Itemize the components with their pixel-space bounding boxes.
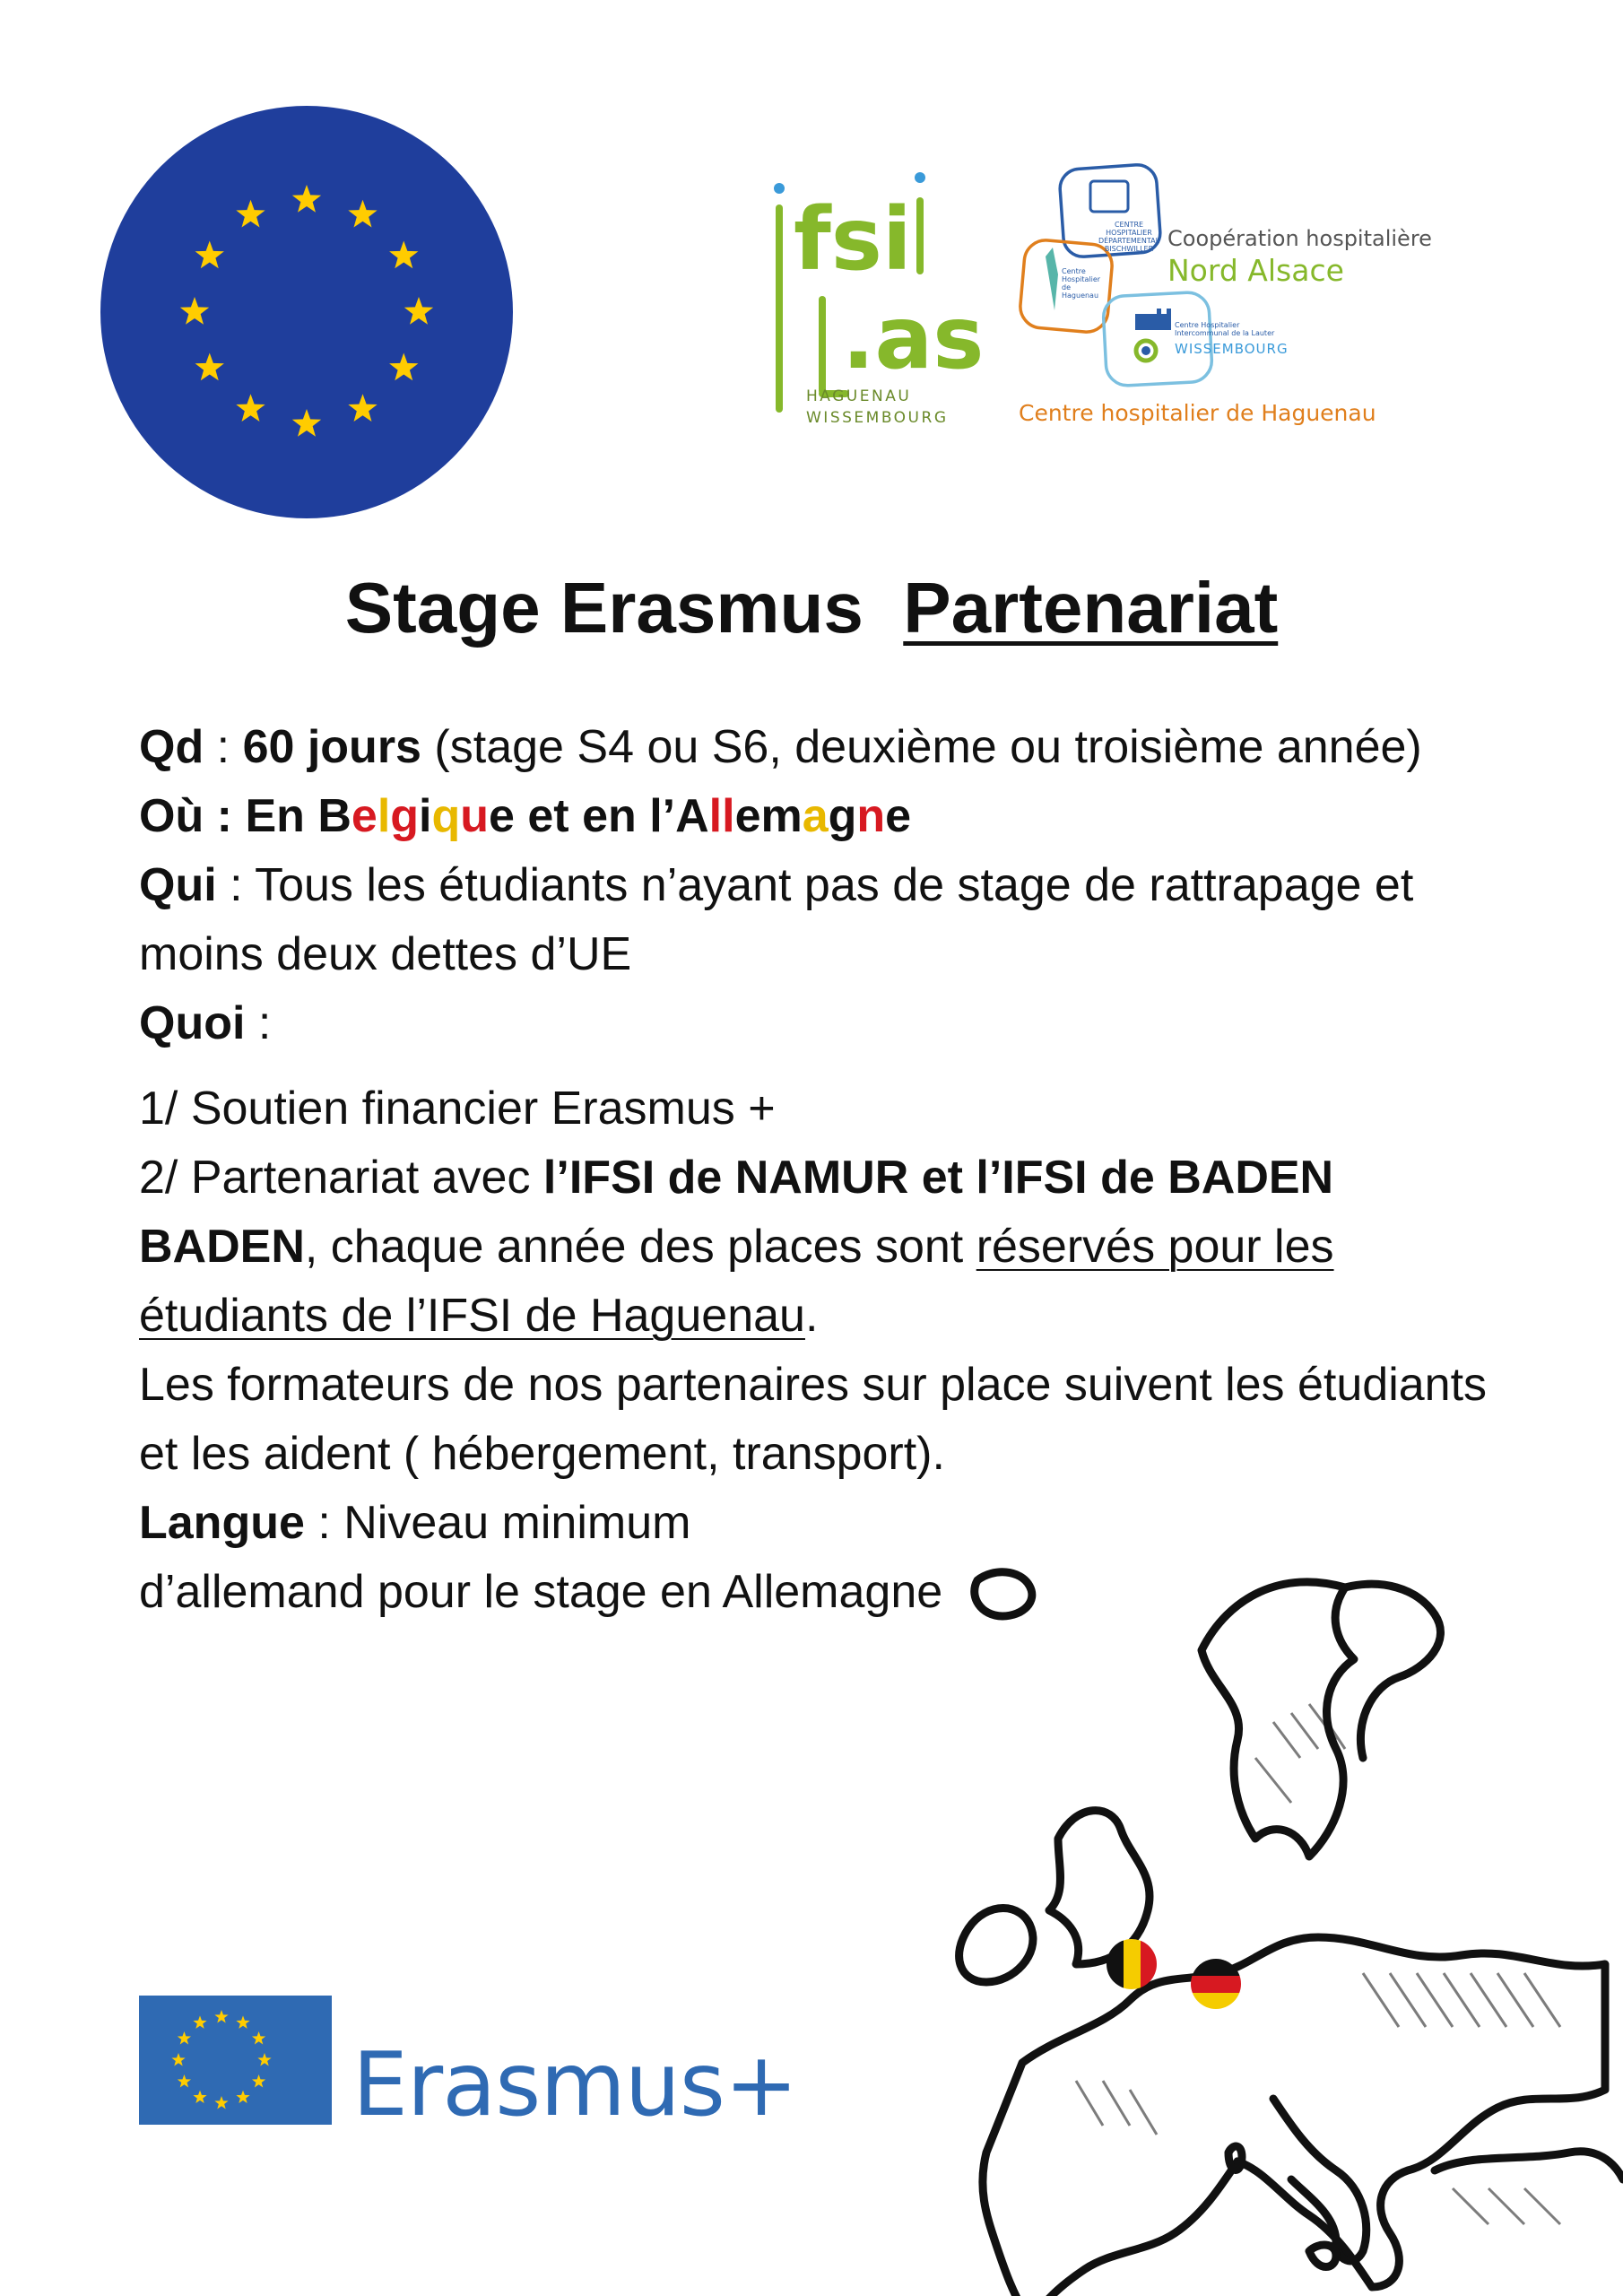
- quoi-label: Quoi: [139, 997, 246, 1049]
- ou-segment: a: [802, 790, 829, 842]
- ou-label: Où: [139, 790, 204, 842]
- ou-segment: ll: [708, 790, 735, 842]
- ou-line: [139, 782, 1502, 851]
- title-part1: Stage Erasmus: [344, 568, 864, 648]
- svg-text:fsi: fsi: [794, 189, 912, 290]
- ou-segment: e et en l’A: [489, 790, 709, 842]
- chdb-caption: CENTRE HOSPITALIER DÉPARTEMENTAL BISCHWILLER: [1098, 221, 1160, 253]
- ou-countries: [245, 790, 911, 842]
- qui-text: : Tous les étudiants n’ayant pas de stage de rattrapage et moins deux dettes d’UE: [139, 859, 1414, 980]
- qd-duration: 60 jours: [242, 721, 421, 773]
- europe-map-sketch-icon: [807, 1543, 1623, 2296]
- ifsi-caption-line2: WISSEMBOURG: [806, 409, 949, 427]
- quoi-line: [139, 989, 1502, 1058]
- item2-prefix: 2/ Partenariat avec: [139, 1152, 543, 1204]
- langue-line2: d’allemand pour le stage en Allemagne: [139, 1566, 943, 1618]
- ou-segment: l: [377, 790, 391, 842]
- erasmus-flag-icon: [139, 1996, 332, 2125]
- item2-end: .: [804, 1290, 819, 1342]
- quoi-sep: :: [245, 997, 272, 1049]
- ou-segment: g: [828, 790, 857, 842]
- coop-line3: Centre hospitalier de Haguenau: [1019, 400, 1376, 426]
- item2-reserved: réservés pour les étudiants de l’IFSI de Haguenau: [139, 1221, 1334, 1342]
- qd-line: [139, 713, 1502, 782]
- item-1: 1/ Soutien financier Erasmus +: [139, 1083, 776, 1135]
- germany-flag-icon: [1191, 1959, 1241, 2010]
- ou-segment: g: [390, 790, 420, 842]
- coop-line1: Coopération hospitalière: [1167, 226, 1432, 251]
- ou-segment: i: [419, 790, 432, 842]
- ou-segment: q: [431, 790, 461, 842]
- ifsi-caption-line1: HAGUENAU: [806, 387, 912, 405]
- body-text: [139, 713, 1502, 1627]
- langue-line1: : Niveau minimum: [304, 1497, 691, 1549]
- ou-segment: En B: [245, 790, 352, 842]
- page-title: [0, 567, 1623, 649]
- ou-segment: n: [856, 790, 886, 842]
- item-2: [139, 1144, 1502, 1351]
- ou-segment: em: [734, 790, 803, 842]
- ou-segment: u: [460, 790, 490, 842]
- item2-middle: , chaque année des places sont: [304, 1221, 976, 1273]
- ou-sep: :: [204, 790, 246, 842]
- eu-flag-circle-icon: [100, 106, 513, 518]
- chil-town: WISSEMBOURG: [1175, 341, 1289, 357]
- chh-caption: Centre Hospitalier de Haguenau: [1062, 267, 1101, 300]
- qd-text: (stage S4 ou S6, deuxième ou troisième année): [421, 721, 1422, 773]
- qd-label: Qd: [139, 721, 204, 773]
- formateurs-line: Les formateurs de nos partenaires sur place suivent les étudiants et les aident ( hébergement, transport).: [139, 1359, 1488, 1480]
- svg-text:.as: .as: [842, 288, 982, 388]
- qui-label: Qui: [139, 859, 217, 911]
- qd-sep: :: [204, 721, 243, 773]
- qui-line: [139, 851, 1502, 989]
- chil-caption: Centre Hospitalier Intercommunal de la Lauter: [1175, 321, 1275, 337]
- coop-line2: Nord Alsace: [1167, 253, 1344, 288]
- erasmus-plus-wordmark: Erasmus+: [352, 2034, 798, 2136]
- langue-label: Langue: [139, 1497, 305, 1549]
- ou-segment: e: [885, 790, 912, 842]
- item2-partners: l’IFSI de NAMUR et l’IFSI de BADEN BADEN: [139, 1152, 1334, 1273]
- cooperation-hospitaliere-logo: [1004, 160, 1435, 438]
- title-part2: Partenariat: [903, 568, 1279, 648]
- ou-segment: e: [351, 790, 378, 842]
- ifsi-haguenau-logo: [767, 161, 982, 430]
